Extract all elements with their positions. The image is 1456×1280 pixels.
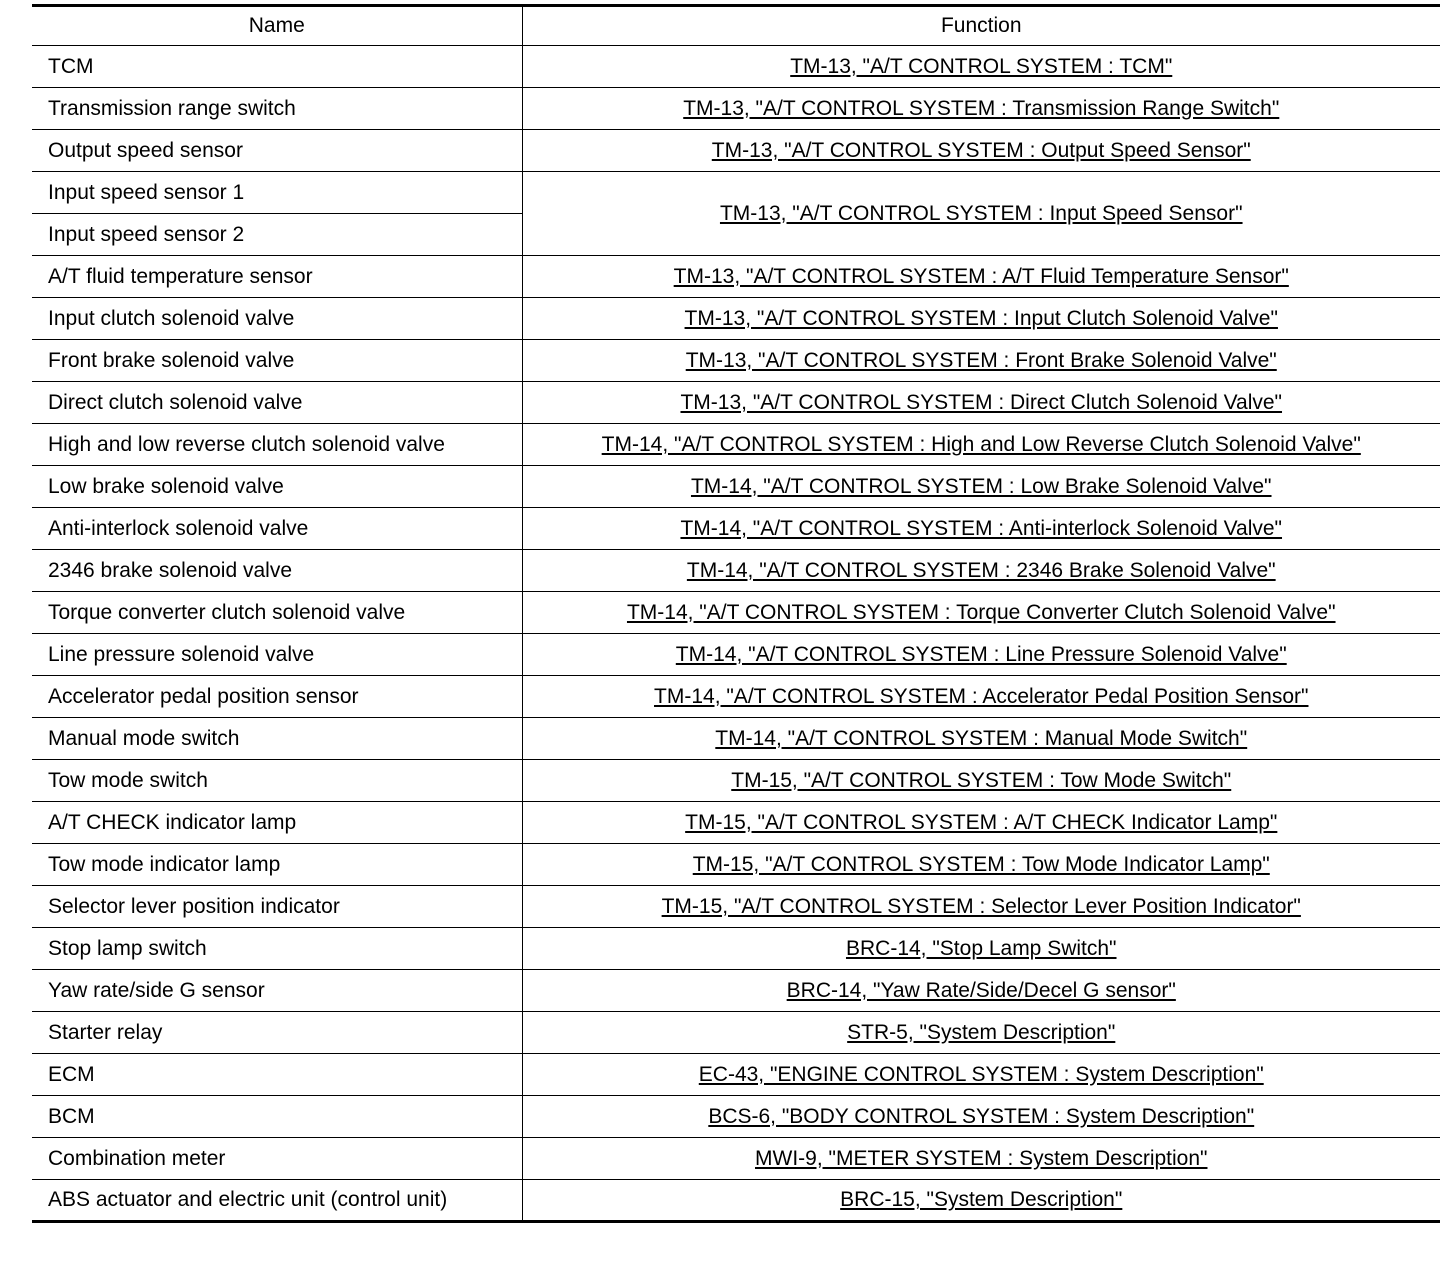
function-cell bbox=[522, 1180, 1440, 1222]
function-reference-link[interactable]: BRC-14, "Stop Lamp Switch" bbox=[845, 936, 1117, 960]
component-name-cell: Input speed sensor 1 bbox=[32, 172, 522, 214]
table-row bbox=[32, 130, 1440, 172]
table-row bbox=[32, 382, 1440, 424]
component-name-cell: Transmission range switch bbox=[32, 88, 522, 130]
table-row bbox=[32, 1054, 1440, 1096]
function-reference-link[interactable]: EC-43, "ENGINE CONTROL SYSTEM : System Description" bbox=[698, 1062, 1264, 1086]
table-row bbox=[32, 1180, 1440, 1222]
function-cell bbox=[522, 634, 1440, 676]
table-row bbox=[32, 718, 1440, 760]
function-reference-link[interactable]: TM-13, "A/T CONTROL SYSTEM : Output Speed Sensor" bbox=[711, 138, 1251, 162]
table-row bbox=[32, 928, 1440, 970]
table-row bbox=[32, 886, 1440, 928]
function-cell bbox=[522, 802, 1440, 844]
function-reference-link[interactable]: TM-13, "A/T CONTROL SYSTEM : Transmission Range Switch" bbox=[683, 96, 1280, 120]
component-name-cell: Input clutch solenoid valve bbox=[32, 298, 522, 340]
table-row bbox=[32, 844, 1440, 886]
component-name-cell: Torque converter clutch solenoid valve bbox=[32, 592, 522, 634]
function-reference-link[interactable]: TM-14, "A/T CONTROL SYSTEM : Torque Converter Clutch Solenoid Valve" bbox=[626, 600, 1336, 624]
function-reference-link[interactable]: TM-15, "A/T CONTROL SYSTEM : A/T CHECK Indicator Lamp" bbox=[685, 810, 1278, 834]
function-reference-link[interactable]: BCS-6, "BODY CONTROL SYSTEM : System Description" bbox=[708, 1104, 1255, 1128]
function-reference-link[interactable]: TM-14, "A/T CONTROL SYSTEM : Line Pressure Solenoid Valve" bbox=[675, 642, 1287, 666]
function-reference-link[interactable]: BRC-14, "Yaw Rate/Side/Decel G sensor" bbox=[786, 978, 1176, 1002]
table-row bbox=[32, 1138, 1440, 1180]
table-row bbox=[32, 634, 1440, 676]
function-reference-link[interactable]: STR-5, "System Description" bbox=[847, 1020, 1116, 1044]
table-row bbox=[32, 256, 1440, 298]
function-cell bbox=[522, 508, 1440, 550]
function-reference-link[interactable]: TM-15, "A/T CONTROL SYSTEM : Tow Mode Switch" bbox=[731, 768, 1232, 792]
function-cell bbox=[522, 676, 1440, 718]
component-name-cell: ABS actuator and electric unit (control unit) bbox=[48, 1188, 448, 1211]
function-cell bbox=[522, 1096, 1440, 1138]
component-name-cell: Output speed sensor bbox=[32, 130, 522, 172]
component-name-cell: Tow mode indicator lamp bbox=[32, 844, 522, 886]
function-reference-link[interactable]: TM-15, "A/T CONTROL SYSTEM : Tow Mode Indicator Lamp" bbox=[692, 852, 1270, 876]
function-cell bbox=[522, 592, 1440, 634]
function-reference-link[interactable]: TM-13, "A/T CONTROL SYSTEM : Input Speed Sensor" bbox=[719, 201, 1243, 225]
function-cell bbox=[522, 172, 1440, 256]
component-name-cell: Tow mode switch bbox=[32, 760, 522, 802]
function-reference-link[interactable]: TM-13, "A/T CONTROL SYSTEM : TCM" bbox=[790, 54, 1173, 78]
function-cell bbox=[522, 886, 1440, 928]
component-name-cell: Stop lamp switch bbox=[32, 928, 522, 970]
component-name-cell: Selector lever position indicator bbox=[32, 886, 522, 928]
function-cell bbox=[522, 466, 1440, 508]
function-reference-link[interactable]: TM-14, "A/T CONTROL SYSTEM : Manual Mode Switch" bbox=[715, 726, 1248, 750]
table-row bbox=[32, 592, 1440, 634]
table-row bbox=[32, 970, 1440, 1012]
component-name-cell: 2346 brake solenoid valve bbox=[32, 550, 522, 592]
function-reference-link[interactable]: TM-15, "A/T CONTROL SYSTEM : Selector Lever Position Indicator" bbox=[661, 894, 1301, 918]
component-name-cell: BCM bbox=[32, 1096, 522, 1138]
component-name-cell: ECM bbox=[32, 1054, 522, 1096]
function-cell bbox=[522, 298, 1440, 340]
function-reference-link[interactable]: TM-13, "A/T CONTROL SYSTEM : A/T Fluid Temperature Sensor" bbox=[673, 264, 1289, 288]
function-reference-link[interactable]: TM-14, "A/T CONTROL SYSTEM : Low Brake Solenoid Valve" bbox=[690, 474, 1272, 498]
function-cell bbox=[522, 928, 1440, 970]
component-name-cell: Anti-interlock solenoid valve bbox=[32, 508, 522, 550]
function-cell bbox=[522, 88, 1440, 130]
function-cell bbox=[522, 760, 1440, 802]
table-row bbox=[32, 508, 1440, 550]
table-row bbox=[32, 1012, 1440, 1054]
component-name-cell: TCM bbox=[32, 46, 522, 88]
function-reference-link[interactable]: BRC-15, "System Description" bbox=[840, 1188, 1123, 1211]
function-cell bbox=[522, 718, 1440, 760]
table-row bbox=[32, 88, 1440, 130]
table-row bbox=[32, 298, 1440, 340]
function-cell bbox=[522, 424, 1440, 466]
component-name-cell: Low brake solenoid valve bbox=[32, 466, 522, 508]
table-row bbox=[32, 802, 1440, 844]
function-reference-link[interactable]: TM-13, "A/T CONTROL SYSTEM : Input Clutch Solenoid Valve" bbox=[684, 306, 1278, 330]
component-name-cell: A/T fluid temperature sensor bbox=[32, 256, 522, 298]
function-cell bbox=[522, 1054, 1440, 1096]
component-name-cell: Input speed sensor 2 bbox=[32, 214, 522, 256]
function-column-header: Function bbox=[522, 6, 1440, 46]
function-reference-link[interactable]: TM-14, "A/T CONTROL SYSTEM : Accelerator Pedal Position Sensor" bbox=[654, 684, 1309, 708]
component-name-cell: Accelerator pedal position sensor bbox=[32, 676, 522, 718]
component-name-cell: Line pressure solenoid valve bbox=[32, 634, 522, 676]
function-reference-link[interactable]: TM-13, "A/T CONTROL SYSTEM : Front Brake Solenoid Valve" bbox=[685, 348, 1277, 372]
function-cell bbox=[522, 970, 1440, 1012]
function-cell bbox=[522, 844, 1440, 886]
table-row bbox=[32, 424, 1440, 466]
function-reference-link[interactable]: MWI-9, "METER SYSTEM : System Description" bbox=[755, 1146, 1208, 1170]
function-cell bbox=[522, 256, 1440, 298]
component-name-cell: Starter relay bbox=[32, 1012, 522, 1054]
function-reference-link[interactable]: TM-14, "A/T CONTROL SYSTEM : 2346 Brake Solenoid Valve" bbox=[686, 558, 1276, 582]
component-name-cell: Yaw rate/side G sensor bbox=[32, 970, 522, 1012]
function-cell bbox=[522, 382, 1440, 424]
component-name-cell: High and low reverse clutch solenoid valve bbox=[32, 424, 522, 466]
function-cell bbox=[522, 550, 1440, 592]
component-function-table bbox=[32, 4, 1440, 1223]
table-row bbox=[32, 340, 1440, 382]
function-reference-link[interactable]: TM-13, "A/T CONTROL SYSTEM : Direct Clutch Solenoid Valve" bbox=[680, 390, 1283, 414]
table-row bbox=[32, 172, 1440, 214]
name-column-header: Name bbox=[32, 6, 522, 46]
component-name-cell: Front brake solenoid valve bbox=[32, 340, 522, 382]
function-cell bbox=[522, 340, 1440, 382]
component-name-cell: A/T CHECK indicator lamp bbox=[32, 802, 522, 844]
function-cell bbox=[522, 46, 1440, 88]
function-reference-link[interactable]: TM-14, "A/T CONTROL SYSTEM : High and Low Reverse Clutch Solenoid Valve" bbox=[601, 432, 1361, 456]
table-row bbox=[32, 1096, 1440, 1138]
table-row bbox=[32, 760, 1440, 802]
component-name-cell: Manual mode switch bbox=[32, 718, 522, 760]
function-cell bbox=[522, 1012, 1440, 1054]
table-row bbox=[32, 550, 1440, 592]
function-cell bbox=[522, 1138, 1440, 1180]
component-name-cell: Direct clutch solenoid valve bbox=[32, 382, 522, 424]
table-row bbox=[32, 46, 1440, 88]
function-reference-link[interactable]: TM-14, "A/T CONTROL SYSTEM : Anti-interlock Solenoid Valve" bbox=[680, 516, 1283, 540]
header-row bbox=[32, 6, 1440, 46]
table-body bbox=[32, 46, 1440, 1222]
function-cell bbox=[522, 130, 1440, 172]
table-row bbox=[32, 466, 1440, 508]
component-name-cell: Combination meter bbox=[32, 1138, 522, 1180]
table-row bbox=[32, 676, 1440, 718]
